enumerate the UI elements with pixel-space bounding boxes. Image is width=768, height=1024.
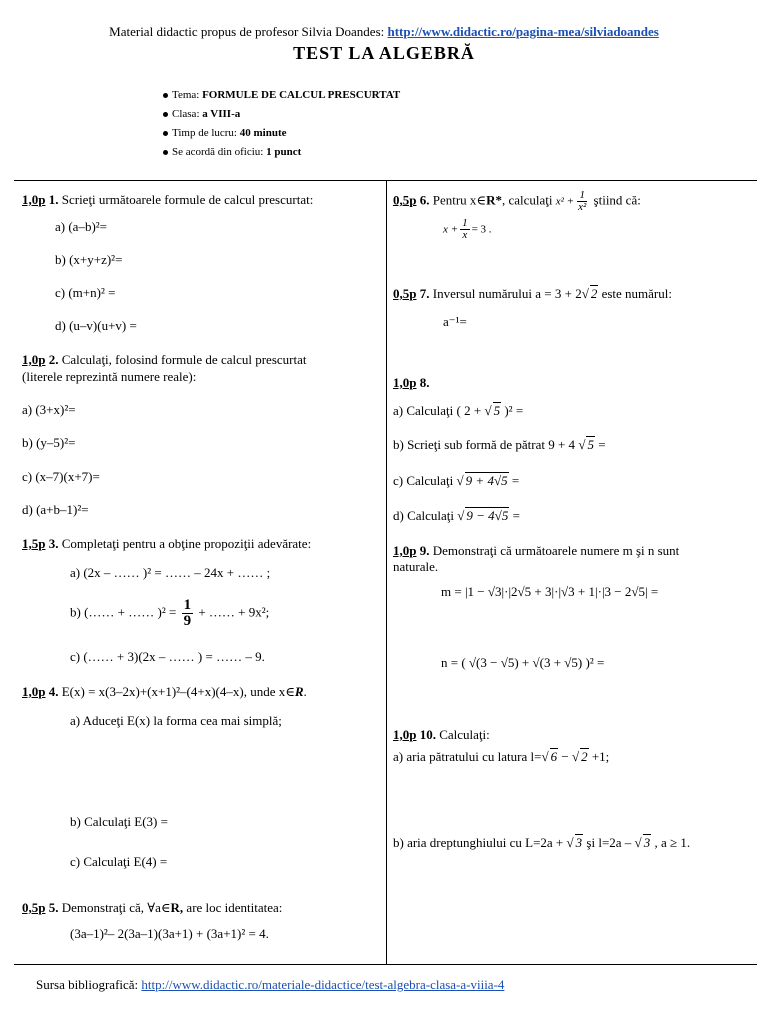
q8-item-b: b) Scrieţi sub formă de pătrat 9 + 4 √ 5 = [393,437,606,452]
question-5: 0,5p 5. Demonstraţi că, ∀a∈R, are loc identitatea: [22,900,283,915]
one-over-x: $\frac{1}{x}$ [462,217,468,241]
source-link[interactable]: http://www.didactic.ro/materiale-didactice/test-algebra-clasa-a-viiia-4 [141,977,505,992]
q7-answer: a⁻¹= [443,314,467,329]
meta-points: Se acordă din oficiu: 1 punct [163,146,301,158]
radical: 3 [575,835,583,850]
radical: 9 + 4√5 [465,473,508,488]
q4-item-a: a) Aduceţi E(x) la forma cea mai simplă; [70,713,282,728]
q3-item-a: a) (2x – …… )² = …… – 24x + …… ; [70,565,271,580]
q8-item-c: c) Calculaţi √ 9 + 4√5 = [393,473,520,488]
q9-m-expression: m = |1 − √3|·|2√5 + 3|·|√3 + 1|·|3 − 2√5| = [441,584,659,599]
q2-item-d: d) (a+b–1)²= [22,502,89,517]
question-6: 0,5p 6. Pentru x∈R*, calculaţi x² + $\frac{1}{\text{x²}}$ ştiind că: [393,189,641,213]
q3-item-b: b) (…… + …… )² = $\frac{1}{9}$ + …… + 9x²; [70,597,270,629]
page-title: TEST LA ALGEBRĂ [293,43,475,63]
q8-item-a: a) Calculaţi ( 2 + √ 5 )² = [393,403,524,418]
q2-item-b: b) (y–5)²= [22,435,76,450]
question-7: 0,5p 7. Inversul numărului a = 3 + 2√ 2 este numărul: [393,286,672,301]
header-line [0,24,768,40]
q1-item-a: a) (a–b)²= [55,219,108,234]
header-intro: Material didactic propus de profesor Silvia Doandes: [109,24,388,39]
question-4: 1,0p 4. E(x) = x(3–2x)+(x+1)²–(4+x)(4–x), unde x∈R. [22,684,307,699]
question-2-cont: (literele reprezintă numere reale): [22,369,197,384]
bottom-rule [14,964,757,965]
question-2: 1,0p 2. Calculaţi, folosind formule de calcul prescurtat [22,352,307,367]
q1-item-b: b) (x+y+z)²= [55,252,123,267]
question-10: 1,0p 10. Calculaţi: [393,727,490,742]
q9-n-expression: n = ( √(3 − √5) + √(3 + √5) )² = [441,655,605,670]
one-over-x-squared: $\frac{1}{\text{x²}}$ [578,189,587,213]
q8-item-d: d) Calculaţi √ 9 − 4√5 = [393,508,520,523]
question-9: 1,0p 9. Demonstraţi că următoarele numere m şi n sunt [393,543,680,558]
one-ninth-fraction: $\frac{1}{9}$ [183,597,192,629]
radical: 9 − 4√5 [466,508,509,523]
radical: 2 [581,749,588,764]
radical: 6 [550,749,558,764]
question-3: 1,5p 3. Completaţi pentru a obţine propoziţii adevărate: [22,536,312,551]
radical: 5 [493,403,501,418]
q1-item-d: d) (u–v)(u+v) = [55,318,137,333]
q1-item-c: c) (m+n)² = [55,285,116,300]
q4-item-c: c) Calculaţi E(4) = [70,854,168,869]
meta-topic: Tema: FORMULE DE CALCUL PRESCURTAT [163,89,400,101]
radical: 2 [590,286,598,301]
q3-item-c: c) (…… + 3)(2x – …… ) = …… – 9. [70,649,265,664]
q6-condition: x + $\frac{1}{x}$ = 3 . [443,217,492,241]
meta-class: Clasa: a VIII-a [163,108,240,120]
author-link[interactable]: http://www.didactic.ro/pagina-mea/silviadoandes [387,24,659,39]
column-divider [386,180,387,965]
q2-item-a: a) (3+x)²= [22,402,76,417]
bullet-icon [163,112,168,117]
bullet-icon [163,131,168,136]
q10-item-a: a) aria pătratului cu latura l=√ 6 − √ 2 +1; [393,749,610,764]
meta-time: Timp de lucru: 40 minute [163,127,287,139]
bullet-icon [163,93,168,98]
q4-item-b: b) Calculaţi E(3) = [70,814,168,829]
question-8: 1,0p 8. [393,375,430,390]
footer-source: Sursa bibliografică: http://www.didactic.ro/materiale-didactice/test-algebra-clasa-a-viiia-4 [36,977,505,992]
question-9-cont: naturale. [393,559,439,574]
bullet-icon [163,150,168,155]
q10-item-b: b) aria dreptunghiului cu L=2a + √ 3 şi l=2a – √ 3 , a ≥ 1. [393,835,691,850]
q2-item-c: c) (x–7)(x+7)= [22,469,100,484]
q5-identity: (3a–1)²– 2(3a–1)(3a+1) + (3a+1)² = 4. [70,926,269,941]
radical: 5 [587,437,594,452]
question-1: 1,0p 1. Scrieţi următoarele formule de calcul prescurtat: [22,192,314,207]
radical: 3 [643,835,651,850]
